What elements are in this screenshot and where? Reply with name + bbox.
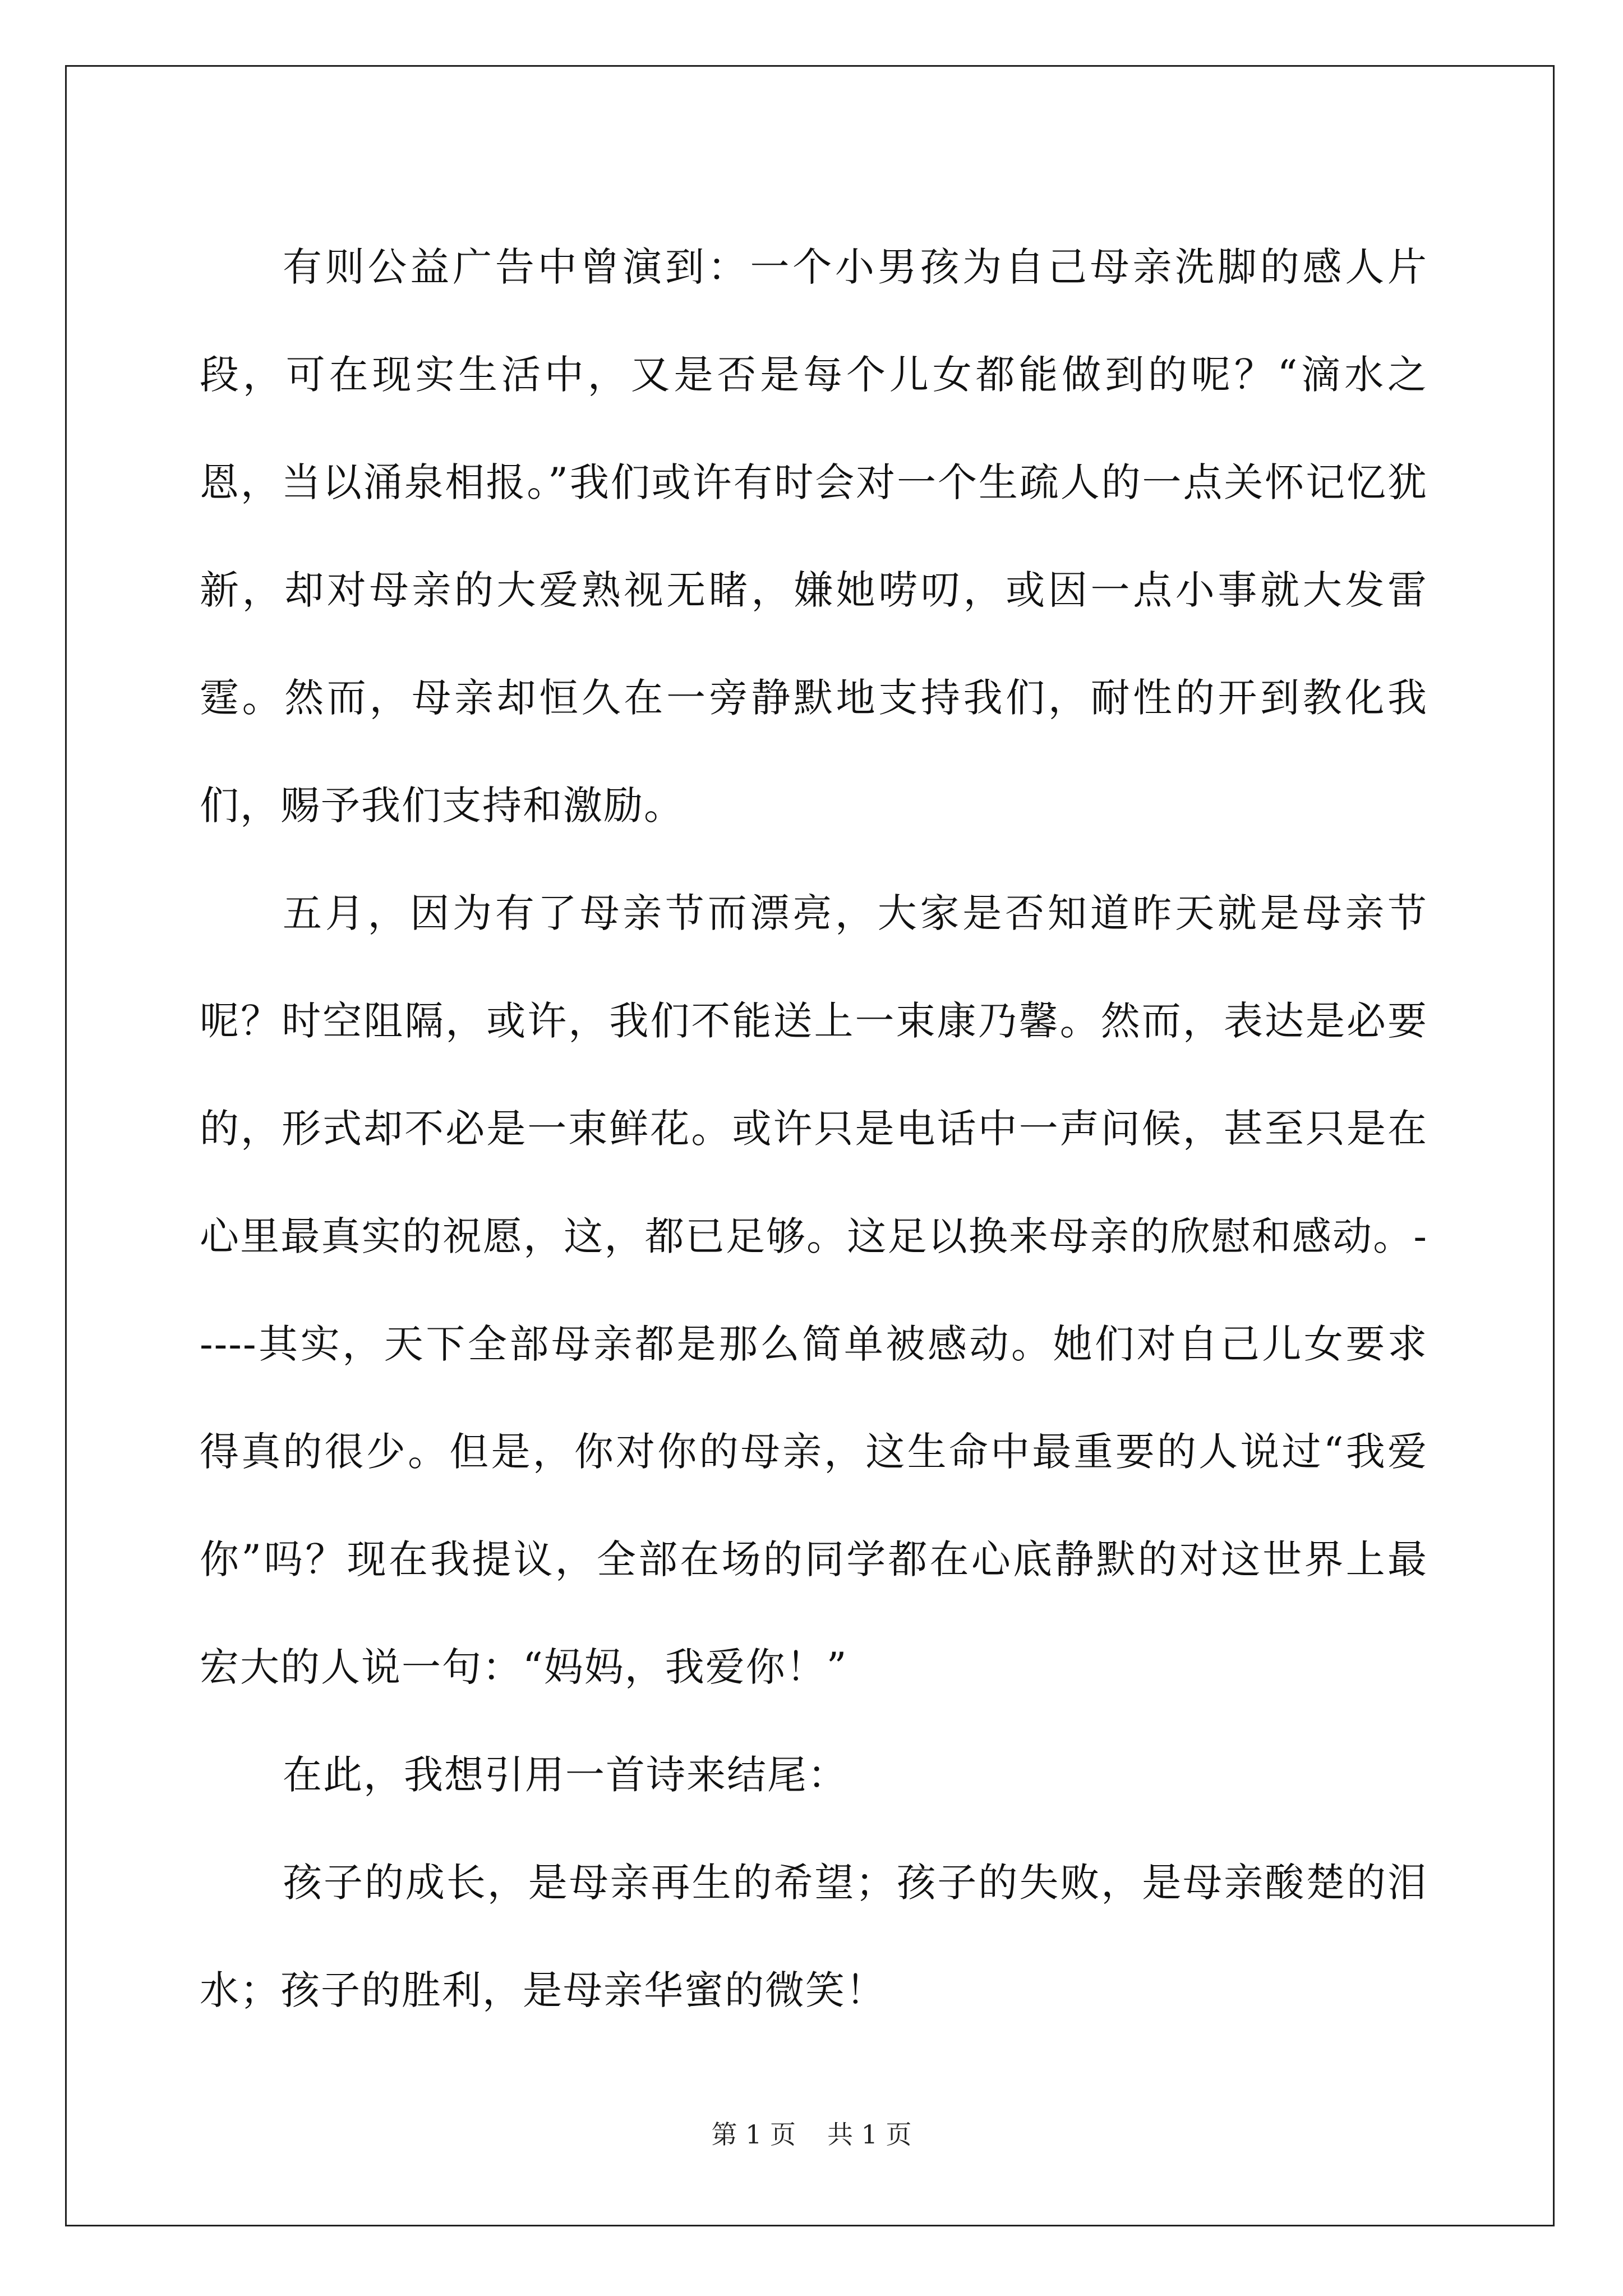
page-number: 第 1 页 (711, 2119, 796, 2150)
paragraph-1: 有则公益广告中曾演到：一个小男孩为自己母亲洗脚的感人片段，可在现实生活中，又是否是每个儿女都能做到的呢？“滴水之恩，当以涌泉相报。”我们或许有时会对一个生疏人的一点关怀记忆犹新，却对母亲的大爱熟视无睹，嫌她唠叨，或因一点小事就大发雷霆。然而，母亲却恒久在一旁静默地支持我们，耐性的开到教化我们，赐予我们支持和激励。 (200, 244, 1428, 829)
page-total: 共 1 页 (827, 2119, 912, 2150)
page-footer (0, 2118, 1623, 2151)
paragraph-4: 孩子的成长，是母亲再生的希望；孩子的失败，是母亲酸楚的泪水；孩子的胜利，是母亲华蜜的微笑！ (200, 1860, 1428, 2013)
paragraph-3: 在此，我想引用一首诗来结尾： (283, 1752, 848, 1798)
paragraph-2: 五月，因为有了母亲节而漂亮，大家是否知道昨天就是母亲节呢？时空阻隔，或许，我们不能送上一束康乃馨。然而，表达是必要的，形式却不必是一束鲜花。或许只是电话中一声问候，甚至只是在心里最真实的祝愿，这，都已足够。这足以换来母亲的欣慰和感动。-----其实，天下全部母亲都是那么简单被感动。她们对自己儿女要求得真的很少。但是，你对你的母亲，这生命中最重要的人说过“我爱你”吗？现在我提议，全部在场的同学都在心底静默的对这世界上最宏大的人说一句：“妈妈，我爱你！” (200, 890, 1428, 1690)
document-body (200, 213, 1428, 2044)
